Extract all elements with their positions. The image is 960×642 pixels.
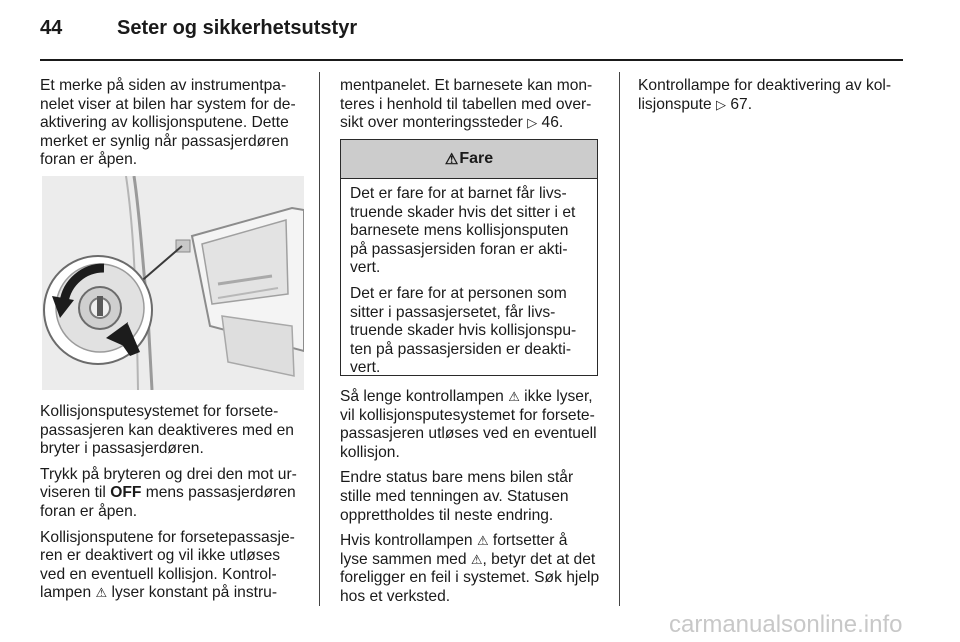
page-header: [40, 17, 903, 61]
page-reference-triangle-icon: ▷: [716, 96, 727, 112]
airbag-lamp-icon: ⚠: [470, 551, 483, 567]
warning-body: [341, 179, 597, 378]
column-divider: [619, 72, 620, 606]
door-switch-illustration: [42, 176, 304, 390]
off-label: OFF: [110, 484, 142, 502]
airbag-off-lamp-icon: ⚠: [476, 533, 489, 549]
airbag-off-lamp-icon: ⚠: [95, 585, 108, 601]
warning-paragraph: Det er fare for at barnet får livs- truende skader hvis det sitter i et barnesete mens kollisjonsputen på passasjersiden foran er akti- vert.: [350, 185, 576, 277]
page-reference[interactable]: 67.: [730, 95, 753, 113]
paragraph-intro: Et merke på siden av instrumentpa- nelet viser at bilen har system for de- aktivering av kollisjonsputene. Dette merket er synlig når passasjerdøren foran er åpen.: [40, 77, 296, 169]
paragraph-child-seat: mentpanelet. Et barnesete kan mon- teres i henhold til tabellen med over- sikt over monteringssteder ▷ 46.: [340, 77, 593, 132]
paragraph-deactivation: Kollisjonsputesystemet for forsete- passasjeren kan deaktiveres med en bryter i passasjerdøren.: [40, 403, 294, 458]
column-1-lower: [40, 403, 310, 610]
warning-heading: ⚠ Fare: [341, 140, 597, 179]
warning-box: [340, 139, 598, 376]
page-number: 44: [40, 17, 63, 39]
page-reference-triangle-icon: ▷: [527, 115, 538, 131]
column-3: [638, 77, 908, 121]
watermark: carmanualsonline.info: [669, 611, 903, 638]
header-divider: [40, 59, 903, 61]
column-2-lower: [340, 388, 610, 614]
warning-triangle-icon: ⚠: [444, 151, 459, 168]
warning-paragraph: Det er fare for at personen som sitter i passasjersetet, får livs- truende skader hvis kollisjonspu- ten på passasjersiden er deakti- vert.: [350, 284, 577, 377]
page-reference[interactable]: 46.: [541, 114, 564, 132]
column-divider: [319, 72, 320, 606]
paragraph-status: Kollisjonsputene for forsetepassasje- ren er deaktivert og vil ikke utløses ved en eventuell kollisjon. Kontrol- lampen ⚠ lyser konstant på instru-: [40, 528, 295, 602]
page-title: Seter og sikkerhetsutstyr: [117, 17, 358, 39]
paragraph-lamp-off: Så lenge kontrollampen ⚠ ikke lyser, vil kollisjonsputesystemet for forsete- passasjeren utløses ved en eventuell kollisjon.: [340, 388, 597, 461]
paragraph-change-status: Endre status bare mens bilen står stille med tenningen av. Statusen opprettholdes til neste endring.: [340, 469, 574, 524]
column-2: [340, 77, 610, 140]
airbag-off-lamp-icon: ⚠: [508, 389, 520, 404]
column-1: [40, 77, 310, 177]
paragraph-instructions: Trykk på bryteren og drei den mot ur- viseren til OFF mens passasjerdøren foran er åpen.: [40, 465, 297, 520]
paragraph-fault: Hvis kontrollampen ⚠ fortsetter å lyse sammen med ⚠, betyr det at det foreligger en feil i systemet. Søk hjelp hos et verksted.: [340, 532, 600, 605]
paragraph-lamp-reference: Kontrollampe for deaktivering av kol- lisjonspute ▷ 67.: [638, 77, 892, 113]
